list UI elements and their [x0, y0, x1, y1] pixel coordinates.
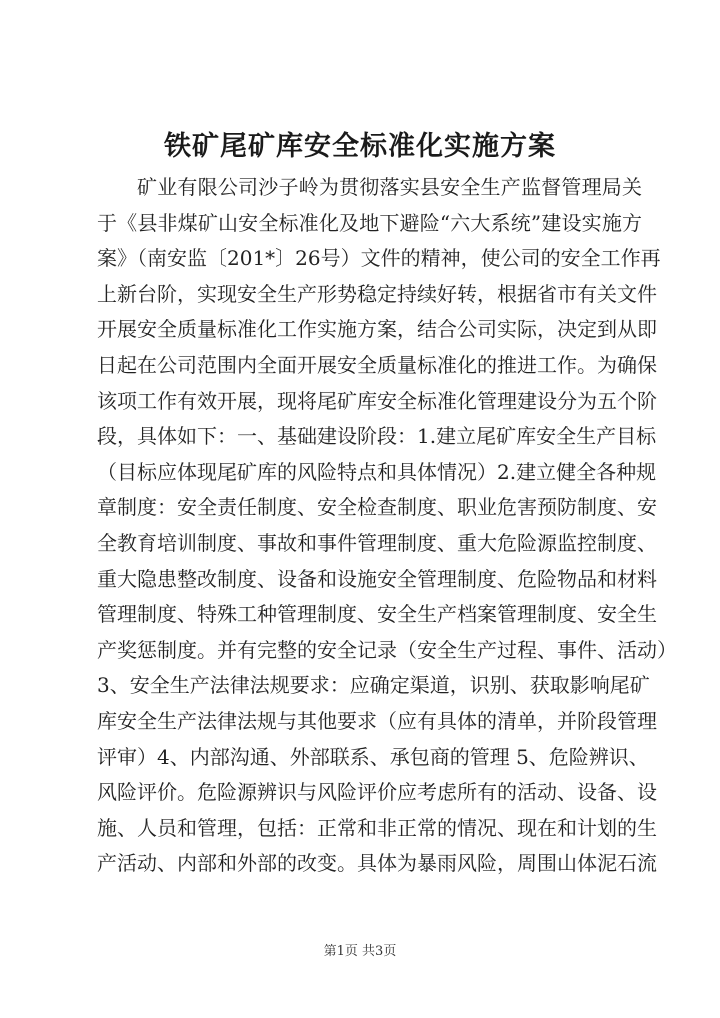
- body-line: 该项工作有效开展，现将尾矿库安全标准化管理建设分为五个阶: [97, 388, 657, 413]
- body-line: 全教育培训制度、事故和事件管理制度、重大危险源监控制度、: [97, 530, 657, 555]
- document-title: 铁矿尾矿库安全标准化实施方案: [164, 131, 556, 162]
- body-line: 管理制度、特殊工种管理制度、安全生产档案管理制度、安全生: [97, 602, 657, 627]
- body-line: 重大隐患整改制度、设备和设施安全管理制度、危险物品和材料: [97, 566, 657, 591]
- body-line: 3、安全生产法律法规要求：应确定渠道，识别、获取影响尾矿: [97, 673, 650, 698]
- document-body: [97, 170, 677, 882]
- body-line: （目标应体现尾矿库的风险特点和具体情况）2.建立健全各种规: [97, 459, 657, 484]
- page-number: 第1页 共3页: [323, 944, 397, 959]
- body-line: 于《县非煤矿山安全标准化及地下避险“六大系统”建设实施方: [97, 210, 642, 235]
- body-line: 库安全生产法律法规与其他要求（应有具体的清单，并阶段管理: [97, 708, 657, 733]
- body-line: 矿业有限公司沙子岭为贯彻落实县安全生产监督管理局关: [137, 175, 642, 199]
- body-line: 评审）4、内部沟通、外部联系、承包商的管理 5、危险辨识、: [97, 744, 649, 769]
- body-line: 开展安全质量标准化工作实施方案，结合公司实际，决定到从即: [97, 317, 657, 342]
- body-line: 章制度：安全责任制度、安全检查制度、职业危害预防制度、安: [97, 495, 657, 520]
- body-line: 段，具体如下：一、基础建设阶段：1.建立尾矿库安全生产目标: [97, 424, 657, 449]
- body-line: 产活动、内部和外部的改变。具体为暴雨风险，周围山体泥石流: [97, 851, 657, 876]
- body-line: 案》（南安监〔201*〕26号）文件的精神，使公司的安全工作再: [97, 246, 661, 271]
- body-line: 日起在公司范围内全面开展安全质量标准化的推进工作。为确保: [97, 352, 657, 377]
- body-line: 风险评价。危险源辨识与风险评价应考虑所有的活动、设备、设: [97, 780, 657, 805]
- body-line: 施、人员和管理，包括：正常和非正常的情况、现在和计划的生: [97, 815, 657, 840]
- body-line: 上新台阶，实现安全生产形势稳定持续好转，根据省市有关文件: [97, 281, 657, 306]
- body-line: 产奖惩制度。并有完整的安全记录（安全生产过程、事件、活动）: [97, 637, 677, 662]
